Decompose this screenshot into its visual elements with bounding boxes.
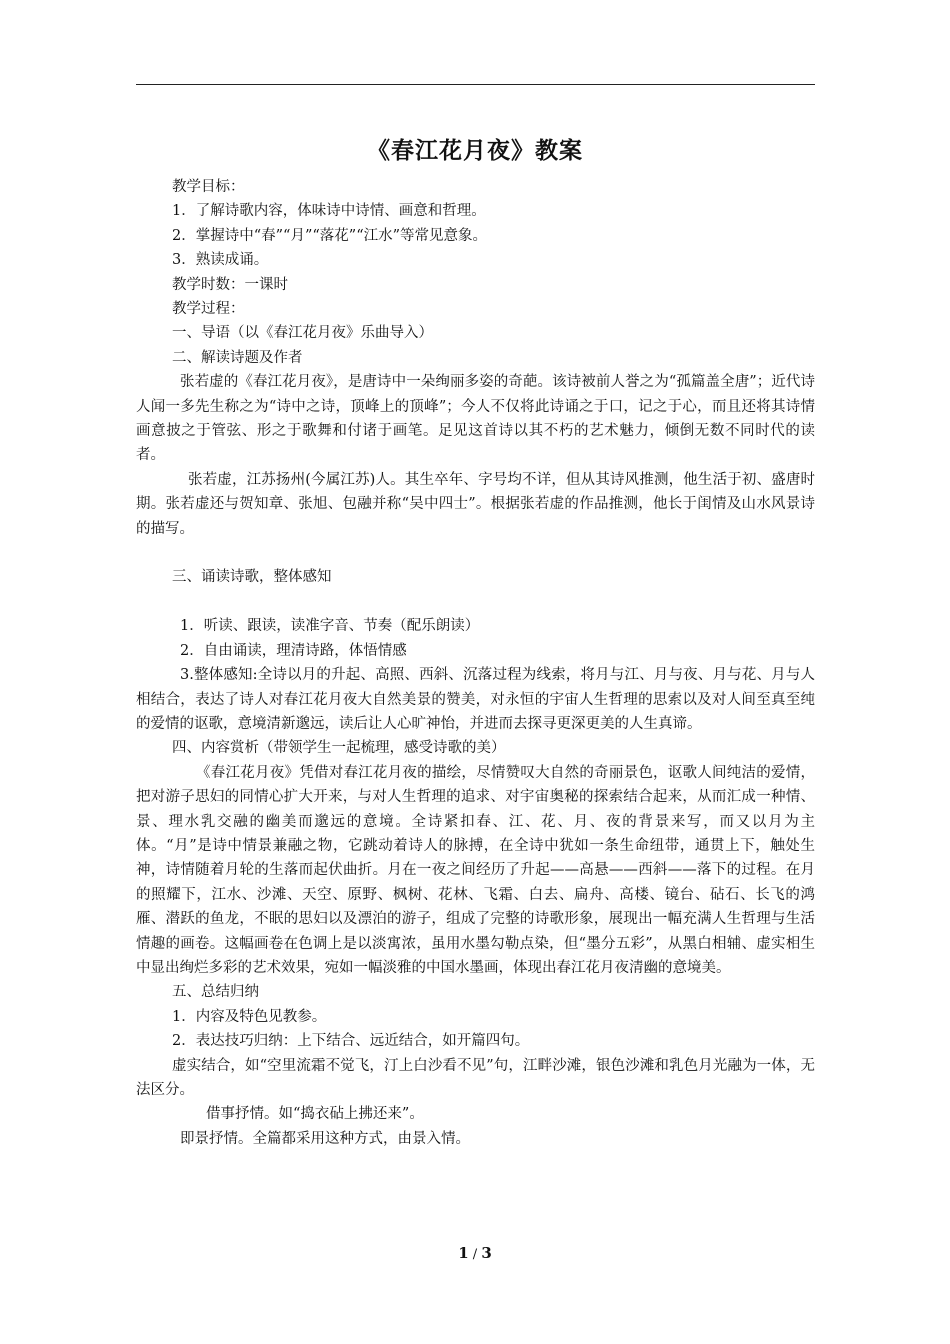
page-current: 1 (458, 1244, 469, 1262)
document-title: 《春江花月夜》教案 (367, 137, 583, 164)
blank-line (136, 590, 815, 614)
paragraph-goal-2: 2．掌握诗中“春”“月”“落花”“江水”等常见意象。 (172, 227, 488, 244)
page-number (0, 1244, 950, 1262)
paragraph-content-analysis: 《春江花月夜》凭借对春江花月夜的描绘，尽情赞叹大自然的奇丽景色，讴歌人间纯洁的爱情，把对游子思妇的同情心扩大开来，与对人生哲理的追求、对宇宙奥秘的探索结合起来，从而汇成一种情、景、理水乳交融的幽美而邈远的意境。全诗紧扣春、江、花、月、夜的背景来写，而又以月为主体。“月”是诗中情景兼融之物，它跳动着诗人的脉搏，在全诗中犹如一条生命纽带，通贯上下，触处生神，诗情随着月轮的生落而起伏曲折。月在一夜之间经历了升起——高悬——西斜——落下的过程。在月的照耀下，江水、沙滩、天空、原野、枫树、花林、飞霜、白去、扁舟、高楼、镜台、砧石、长飞的鸿雁、潜跃的鱼龙，不眠的思妇以及漂泊的游子，组成了完整的诗歌形象，展现出一幅充满人生哲理与生活情趣的画卷。这幅画卷在色调上是以淡寓浓，虽用水墨勾勒点染，但“墨分五彩”，从黑白相辅、虚实相生中显出绚烂多彩的艺术效果，宛如一幅淡雅的中国水墨画，体现出春江花月夜清幽的意境美。 (136, 764, 815, 976)
paragraph-section-1: 一、导语（以《春江花月夜》乐曲导入） (172, 325, 433, 342)
paragraph-goal-3: 3．熟读成诵。 (172, 252, 269, 269)
blank-line (136, 541, 815, 565)
paragraph-overall-perception: 3.整体感知:全诗以月的升起、高照、西斜、沉落过程为线索，将月与江、月与夜、月与花、月与人相结合，表达了诗人对春江花月夜大自然美景的赞美，对永恒的宇宙人生哲理的思索以及对人间至真至纯的爱情的讴歌，意境清新邈远，读后让人心旷神怡，并进而去探寻更深更美的人生真谛。 (136, 667, 815, 732)
paragraph-reading-2: 2．自由诵读，理清诗路，体悟情感 (180, 642, 407, 659)
header-rule (136, 84, 815, 85)
paragraph-author-bio: 张若虚，江苏扬州(今属江苏)人。其生卒年、字号均不详，但从其诗风推测，他生活于初、盛唐时期。张若虚还与贺知章、张旭、包融并称“吴中四士”。根据张若虚的作品推测，他长于闺情及山水风景诗的描写。 (136, 471, 815, 537)
page-separator: / (468, 1247, 482, 1262)
paragraph-goal-1: 1．了解诗歌内容，体味诗中诗情、画意和哲理。 (172, 203, 486, 220)
paragraph-summary-1: 1．内容及特色见教参。 (172, 1008, 327, 1025)
paragraph-section-3: 三、诵读诗歌，整体感知 (172, 569, 332, 586)
paragraph-reading-1: 1．听读、跟读，读准字音、节奏（配乐朗读） (180, 618, 480, 635)
paragraph-poem-intro: 张若虚的《春江花月夜》，是唐诗中一朵绚丽多姿的奇葩。该诗被前人誉之为“孤篇盖全唐”；近代诗人闻一多先生称之为“诗中之诗，顶峰上的顶峰”；今人不仅将此诗诵之于口，记之于心，而且还将其诗情画意披之于管弦、形之于歌舞和付诸于画笔。足见这首诗以其不朽的艺术魅力，倾倒无数不同时代的读者。 (136, 374, 815, 464)
paragraph-summary-2: 2．表达技巧归纳：上下结合、远近结合，如开篇四句。 (172, 1033, 530, 1050)
paragraph-event-emotion: 借事抒情。如“捣衣砧上拂还来”。 (206, 1106, 424, 1123)
paragraph-teaching-goals-heading: 教学目标： (172, 179, 245, 195)
paragraph-section-2: 二、解读诗题及作者 (172, 349, 303, 366)
document-body (136, 175, 815, 1151)
paragraph-section-5: 五、总结归纳 (172, 984, 259, 1001)
paragraph-section-4: 四、内容赏析（带领学生一起梳理，感受诗歌的美） (172, 740, 506, 757)
paragraph-virtual-real: 虚实结合，如“空里流霜不觉飞，汀上白沙看不见”句，江畔沙滩，银色沙滩和乳色月光融为一体，无法区分。 (136, 1057, 815, 1098)
paragraph-teaching-process-heading: 教学过程： (172, 301, 245, 318)
paragraph-scene-emotion: 即景抒情。全篇都采用这种方式，由景入情。 (180, 1130, 470, 1147)
page-total: 3 (481, 1244, 492, 1262)
paragraph-teaching-hours: 教学时数：一课时 (172, 276, 288, 293)
